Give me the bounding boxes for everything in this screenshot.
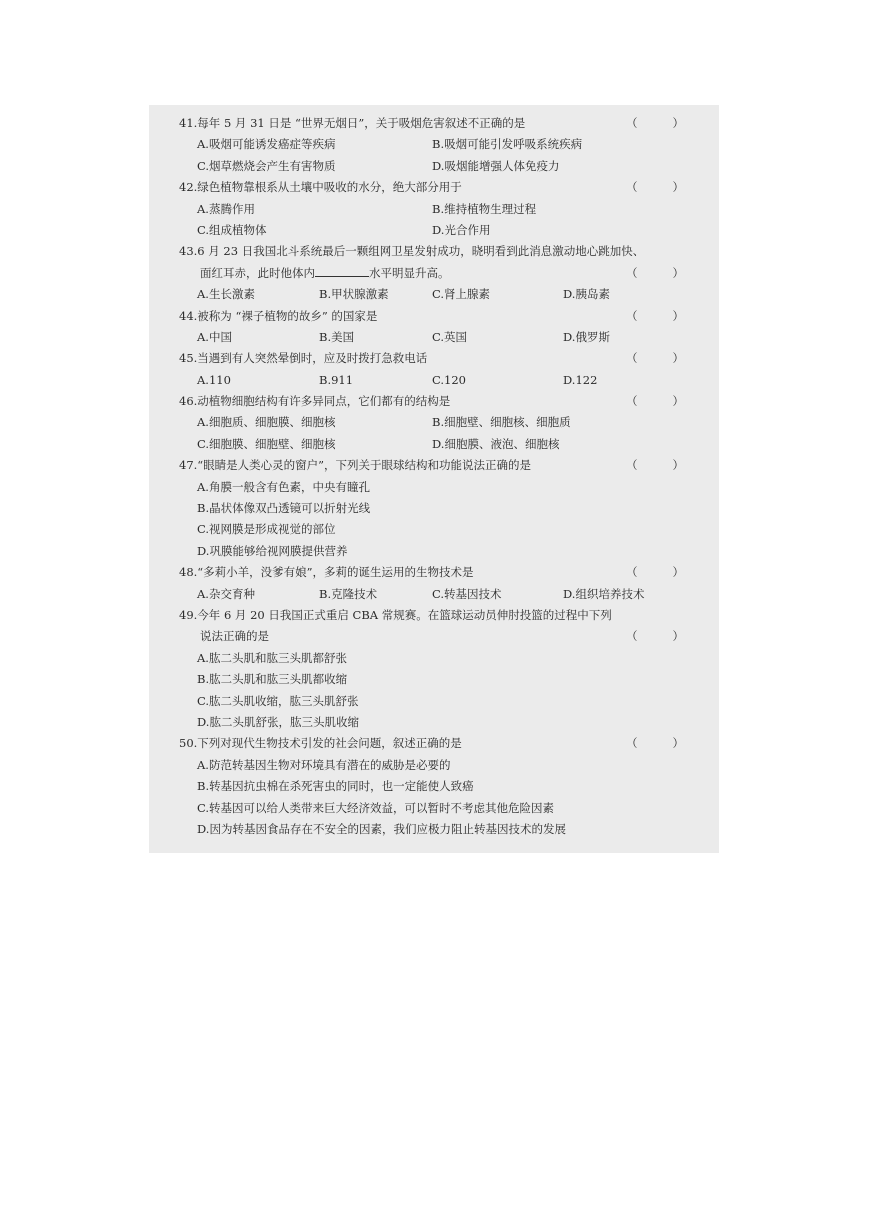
option-b: B.吸烟可能引发呼吸系统疾病 (432, 137, 583, 152)
question-stem-part: 面红耳赤，此时他体内 (200, 265, 315, 280)
question-stem: 44.被称为 “裸子植物的故乡” 的国家是 (179, 308, 378, 323)
question-50: 50.下列对现代生物技术引发的社会问题，叙述正确的是 （ ） (179, 736, 684, 751)
option-d: D.巩膜能够给视网膜提供营养 (197, 543, 348, 558)
option-a: A.蒸腾作用 (197, 201, 255, 216)
question-stem: 41.每年 5 月 31 日是 “世界无烟日”，关于吸烟危害叙述不正确的是 (179, 116, 526, 130)
options-row (149, 220, 719, 241)
question-stem: 48.“多莉小羊，没爹有娘”，多莉的诞生运用的生物技术是 (179, 565, 474, 580)
options-row (149, 541, 719, 562)
scanned-exam-page (149, 105, 719, 853)
option-a: A.杂交育种 (197, 586, 255, 601)
option-a: A.110 (197, 372, 231, 387)
options-row (149, 284, 719, 305)
options-row (149, 370, 719, 391)
option-d: D.光合作用 (432, 222, 491, 237)
option-a: A.细胞质、细胞膜、细胞核 (197, 415, 336, 430)
options-row (149, 776, 719, 797)
question-49-line-2: 说法正确的是 （ ） (200, 629, 684, 644)
option-c: C.细胞膜、细胞壁、细胞核 (197, 436, 336, 451)
options-row (149, 712, 719, 733)
option-d: D.细胞膜、液泡、细胞核 (432, 436, 560, 451)
option-a: A.角膜一般含有色素，中央有瞳孔 (197, 479, 370, 494)
option-d: D.俄罗斯 (563, 329, 610, 344)
question-41: 41.每年 5 月 31 日是 “世界无烟日”，关于吸烟危害叙述不正确的是 （ ） (179, 116, 684, 130)
option-a: A.中国 (197, 329, 232, 344)
option-a: A.肱二头肌和肱三头肌都舒张 (197, 650, 347, 665)
option-c: C.120 (432, 372, 466, 387)
option-c: C.英国 (432, 329, 468, 344)
option-a: A.防范转基因生物对环境具有潜在的威胁是必要的 (197, 757, 451, 772)
option-b: B.晶状体像双凸透镜可以折射光线 (197, 501, 371, 516)
question-stem: 42.绿色植物靠根系从土壤中吸收的水分，绝大部分用于 (179, 180, 462, 195)
options-row (149, 199, 719, 220)
question-stem: 43.6 月 23 日我国北斗系统最后一颗组网卫星发射成功，晓明看到此消息激动地心跳加快、 (179, 244, 645, 259)
options-row (149, 412, 719, 433)
option-d: D.因为转基因食品存在不安全的因素，我们应极力阻止转基因技术的发展 (197, 821, 566, 836)
question-stem: 45.当遇到有人突然晕倒时，应及时拨打急救电话 (179, 351, 428, 366)
options-row (149, 434, 719, 455)
question-stem: 50.下列对现代生物技术引发的社会问题，叙述正确的是 (179, 736, 462, 751)
option-a: A.生长激素 (197, 287, 255, 302)
question-stem: 47.“眼睛是人类心灵的窗户”，下列关于眼球结构和功能说法正确的是 (179, 458, 532, 473)
question-46: 46.动植物细胞结构有许多异同点，它们都有的结构是 （ ） (179, 394, 684, 409)
option-b: B.细胞壁、细胞核、细胞质 (432, 415, 571, 430)
question-stem: 49.今年 6 月 20 日我国正式重启 CBA 常规赛。在篮球运动员伸肘投篮的过程中下列 (179, 607, 612, 622)
options-row (149, 584, 719, 605)
options-row (149, 327, 719, 348)
options-row (149, 477, 719, 498)
options-row (149, 691, 719, 712)
fill-blank (315, 264, 369, 277)
option-b: B.美国 (319, 329, 355, 344)
question-stem-part: 水平明显升高。 (369, 265, 450, 280)
option-d: D.胰岛素 (563, 287, 610, 302)
question-43-line-2: 面红耳赤，此时他体内 水平明显升高。 （ ） (200, 265, 684, 280)
question-48: 48.“多莉小羊，没爹有娘”，多莉的诞生运用的生物技术是 （ ） (179, 565, 684, 580)
option-c: C.肾上腺素 (432, 287, 491, 302)
option-b: B.911 (319, 372, 354, 387)
options-row (149, 648, 719, 669)
options-row (149, 498, 719, 519)
options-row (149, 519, 719, 540)
question-45: 45.当遇到有人突然晕倒时，应及时拨打急救电话 （ ） (179, 351, 684, 366)
option-d: D.组织培养技术 (563, 586, 645, 601)
option-c: C.组成植物体 (197, 222, 267, 237)
option-c: C.转基因可以给人类带来巨大经济效益，可以暂时不考虑其他危险因素 (197, 800, 555, 815)
options-row (149, 156, 719, 177)
options-row (149, 798, 719, 819)
option-d: D.肱二头肌舒张，肱三头肌收缩 (197, 714, 359, 729)
question-stem: 46.动植物细胞结构有许多异同点，它们都有的结构是 (179, 394, 451, 409)
question-47: 47.“眼睛是人类心灵的窗户”，下列关于眼球结构和功能说法正确的是 （ ） (179, 458, 684, 473)
option-b: B.克隆技术 (319, 586, 378, 601)
options-row (149, 755, 719, 776)
option-d: D.122 (563, 372, 598, 387)
option-c: C.烟草燃烧会产生有害物质 (197, 158, 336, 173)
option-b: B.转基因抗虫棉在杀死害虫的同时，也一定能使人致癌 (197, 779, 474, 794)
options-row (149, 669, 719, 690)
option-c: C.肱二头肌收缩，肱三头肌舒张 (197, 693, 359, 708)
option-b: B.维持植物生理过程 (432, 201, 537, 216)
option-b: B.甲状腺激素 (319, 287, 389, 302)
option-a: A.吸烟可能诱发癌症等疾病 (197, 137, 336, 152)
option-c: C.转基因技术 (432, 586, 502, 601)
question-43 (149, 241, 719, 262)
options-row (149, 134, 719, 155)
question-49 (149, 605, 719, 626)
option-d: D.吸烟能增强人体免疫力 (432, 158, 560, 173)
options-row (149, 819, 719, 840)
question-42: 42.绿色植物靠根系从土壤中吸收的水分，绝大部分用于 （ ） (179, 180, 684, 195)
question-stem-part: 说法正确的是 (200, 629, 269, 644)
question-44: 44.被称为 “裸子植物的故乡” 的国家是 （ ） (179, 308, 684, 323)
option-b: B.肱二头肌和肱三头肌都收缩 (197, 672, 348, 687)
option-c: C.视网膜是形成视觉的部位 (197, 522, 336, 537)
